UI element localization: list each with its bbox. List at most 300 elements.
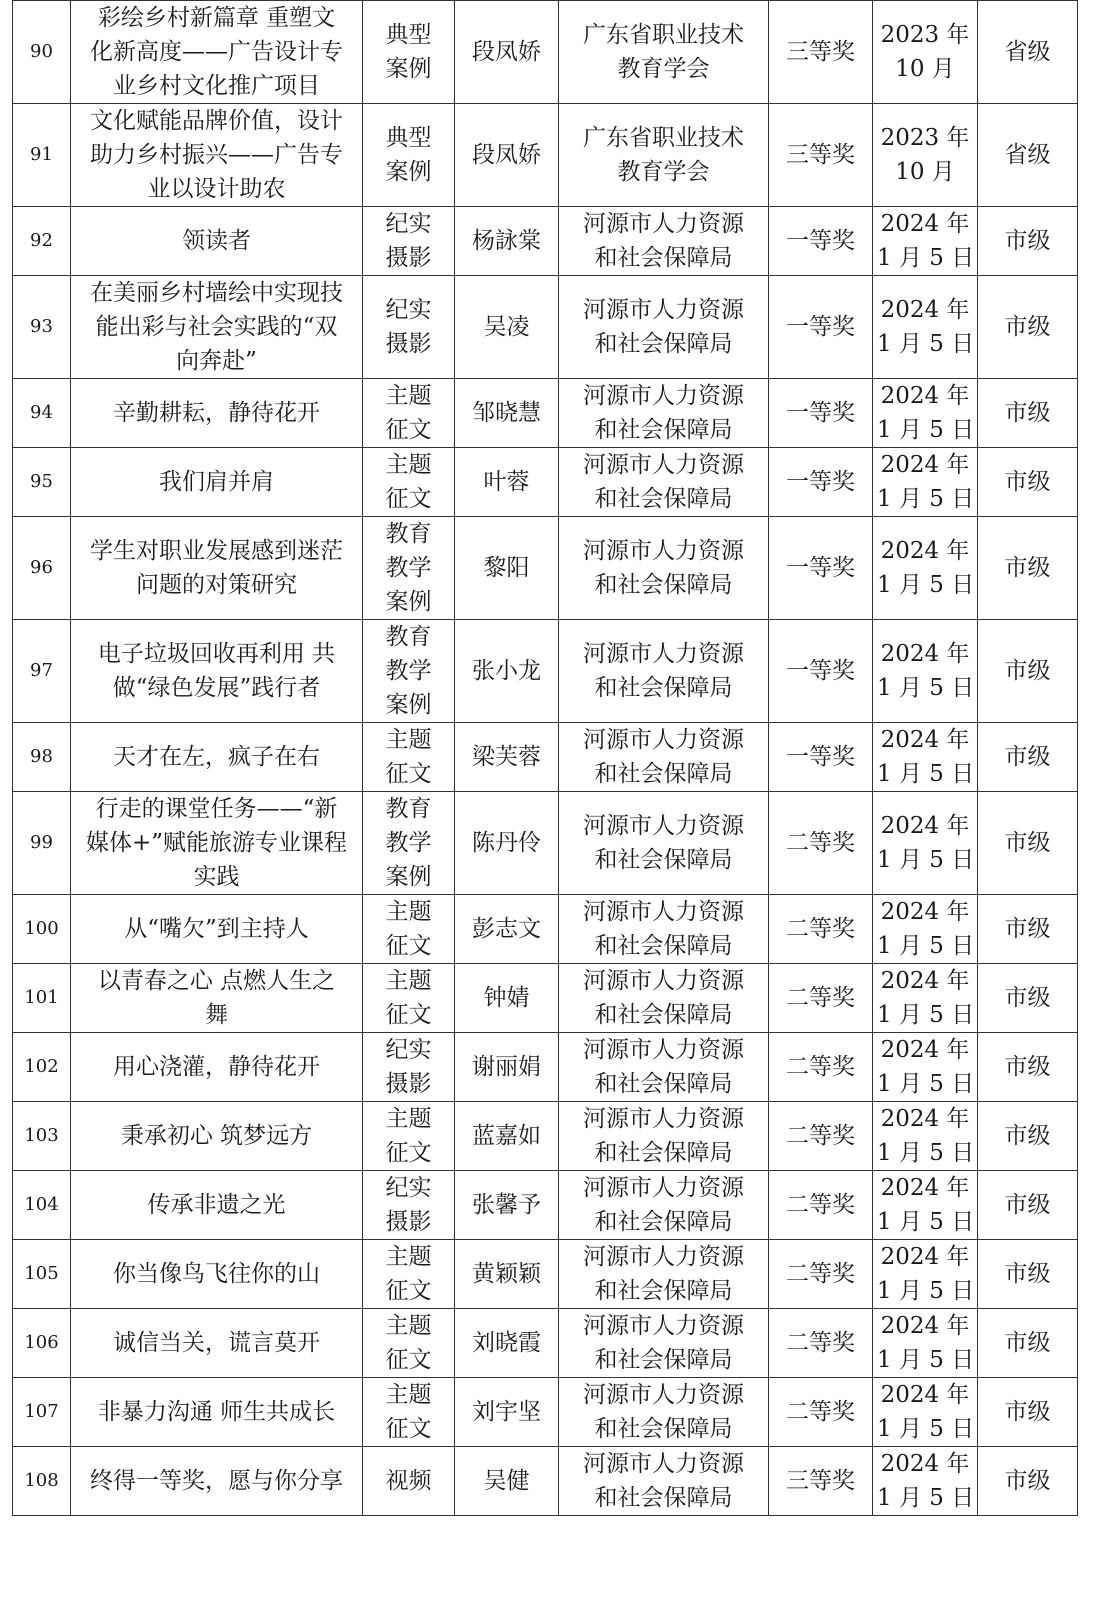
issuing-organization: 教育学会 — [617, 56, 710, 82]
project-title-cell — [71, 1171, 363, 1240]
category: 纪实 — [385, 211, 432, 237]
winner-name: 刘晓霞 — [472, 1330, 541, 1356]
category-cell — [363, 448, 455, 517]
project-title: 我们肩并肩 — [159, 469, 274, 495]
issuing-organization: 和社会保障局 — [594, 572, 733, 598]
issuing-organization: 河源市人力资源 — [583, 297, 744, 323]
award-date-cell — [873, 379, 978, 448]
award-level-cell — [769, 1309, 873, 1378]
winner-name-cell — [455, 964, 559, 1033]
winner-name: 叶蓉 — [483, 469, 530, 495]
issuing-organization: 和社会保障局 — [594, 245, 733, 271]
award-date: 10 月 — [895, 159, 955, 185]
category: 征文 — [385, 761, 432, 787]
award-level-cell — [769, 964, 873, 1033]
category-cell — [363, 1240, 455, 1309]
issuing-organization: 河源市人力资源 — [583, 211, 744, 237]
project-title-cell — [71, 1309, 363, 1378]
project-title-cell — [71, 1447, 363, 1516]
award-level: 二等奖 — [786, 1192, 855, 1218]
row-number: 106 — [24, 1332, 59, 1353]
project-title: 问题的对策研究 — [136, 572, 297, 598]
issuing-organization: 河源市人力资源 — [583, 1244, 744, 1270]
issuing-organization: 和社会保障局 — [594, 675, 733, 701]
table-row — [13, 620, 1078, 723]
scope-level: 市级 — [1004, 1054, 1051, 1080]
row-number-cell — [13, 104, 71, 207]
project-title-cell — [71, 895, 363, 964]
award-date: 2024 年 — [880, 297, 970, 323]
category: 征文 — [385, 933, 432, 959]
issuing-organization: 河源市人力资源 — [583, 538, 744, 564]
project-title: 非暴力沟通 师生共成长 — [97, 1399, 336, 1425]
category-cell — [363, 1447, 455, 1516]
issuing-organization: 河源市人力资源 — [583, 968, 744, 994]
category: 征文 — [385, 1278, 432, 1304]
row-number-cell — [13, 723, 71, 792]
award-level: 一等奖 — [786, 314, 855, 340]
issuing-organization-cell — [559, 1309, 769, 1378]
scope-level-cell — [978, 1309, 1078, 1378]
scope-level-cell — [978, 1102, 1078, 1171]
issuing-organization-cell — [559, 448, 769, 517]
category: 视频 — [385, 1468, 432, 1494]
award-level: 二等奖 — [786, 1330, 855, 1356]
category-cell — [363, 104, 455, 207]
category: 案例 — [385, 589, 432, 615]
award-level-cell — [769, 792, 873, 895]
issuing-organization: 和社会保障局 — [594, 1209, 733, 1235]
issuing-organization-cell — [559, 1033, 769, 1102]
issuing-organization: 广东省职业技术 — [583, 125, 744, 151]
table-row — [13, 1102, 1078, 1171]
winner-name-cell — [455, 620, 559, 723]
row-number-cell — [13, 1171, 71, 1240]
award-date: 1 月 5 日 — [877, 1278, 975, 1304]
award-date-cell — [873, 895, 978, 964]
winner-name-cell — [455, 379, 559, 448]
category-cell — [363, 1033, 455, 1102]
project-title: 向奔赴” — [176, 348, 257, 374]
category: 案例 — [385, 864, 432, 890]
award-date: 1 月 5 日 — [877, 1209, 975, 1235]
category-cell — [363, 1171, 455, 1240]
award-date: 2024 年 — [880, 968, 970, 994]
scope-level: 市级 — [1004, 744, 1051, 770]
winner-name-cell — [455, 1033, 559, 1102]
row-number: 105 — [24, 1263, 59, 1284]
row-number-cell — [13, 1447, 71, 1516]
project-title-cell — [71, 964, 363, 1033]
winner-name-cell — [455, 104, 559, 207]
award-date: 1 月 5 日 — [877, 486, 975, 512]
scope-level-cell — [978, 1033, 1078, 1102]
project-title-cell — [71, 104, 363, 207]
award-date: 2024 年 — [880, 727, 970, 753]
table-row — [13, 1309, 1078, 1378]
issuing-organization: 和社会保障局 — [594, 933, 733, 959]
issuing-organization: 河源市人力资源 — [583, 1382, 744, 1408]
award-date: 1 月 5 日 — [877, 1002, 975, 1028]
winner-name: 邹晓慧 — [472, 400, 541, 426]
row-number: 107 — [24, 1401, 59, 1422]
issuing-organization-cell — [559, 276, 769, 379]
scope-level-cell — [978, 723, 1078, 792]
winner-name: 黎阳 — [483, 555, 530, 581]
table-row — [13, 1171, 1078, 1240]
issuing-organization: 和社会保障局 — [594, 417, 733, 443]
winner-name-cell — [455, 1, 559, 104]
category: 纪实 — [385, 1037, 432, 1063]
award-level: 二等奖 — [786, 916, 855, 942]
category: 教学 — [385, 830, 432, 856]
project-title: 辛勤耕耘，静待花开 — [113, 400, 320, 426]
category: 主题 — [385, 452, 432, 478]
table-row — [13, 1033, 1078, 1102]
award-date-cell — [873, 104, 978, 207]
row-number-cell — [13, 448, 71, 517]
category: 征文 — [385, 1140, 432, 1166]
award-level-cell — [769, 620, 873, 723]
project-title-cell — [71, 1, 363, 104]
row-number: 99 — [30, 832, 53, 853]
award-level: 二等奖 — [786, 1399, 855, 1425]
scope-level-cell — [978, 620, 1078, 723]
table-row — [13, 379, 1078, 448]
table-row — [13, 448, 1078, 517]
scope-level-cell — [978, 517, 1078, 620]
scope-level: 市级 — [1004, 1468, 1051, 1494]
award-level-cell — [769, 1171, 873, 1240]
issuing-organization-cell — [559, 723, 769, 792]
project-title: 文化赋能品牌价值，设计 — [90, 108, 343, 134]
scope-level: 省级 — [1004, 39, 1051, 65]
issuing-organization-cell — [559, 517, 769, 620]
award-level: 一等奖 — [786, 658, 855, 684]
scope-level-cell — [978, 448, 1078, 517]
project-title: 学生对职业发展感到迷茫 — [90, 538, 343, 564]
table-row — [13, 1, 1078, 104]
award-date: 2024 年 — [880, 211, 970, 237]
category: 教育 — [385, 521, 432, 547]
issuing-organization-cell — [559, 104, 769, 207]
award-date: 2024 年 — [880, 1106, 970, 1132]
table-row — [13, 895, 1078, 964]
award-level-cell — [769, 1033, 873, 1102]
winner-name-cell — [455, 792, 559, 895]
scope-level-cell — [978, 1378, 1078, 1447]
row-number-cell — [13, 964, 71, 1033]
scope-level-cell — [978, 964, 1078, 1033]
award-level-cell — [769, 379, 873, 448]
winner-name: 陈丹伶 — [472, 830, 541, 856]
scope-level: 市级 — [1004, 555, 1051, 581]
project-title: 媒体+”赋能旅游专业课程 — [85, 830, 348, 856]
project-title: 秉承初心 筑梦远方 — [120, 1123, 313, 1149]
issuing-organization-cell — [559, 207, 769, 276]
row-number-cell — [13, 1240, 71, 1309]
award-level-cell — [769, 1240, 873, 1309]
award-level: 二等奖 — [786, 830, 855, 856]
project-title-cell — [71, 517, 363, 620]
issuing-organization-cell — [559, 964, 769, 1033]
winner-name: 段凤娇 — [472, 39, 541, 65]
scope-level: 省级 — [1004, 142, 1051, 168]
project-title: 彩绘乡村新篇章 重塑文 — [97, 5, 336, 31]
award-level-cell — [769, 1447, 873, 1516]
category: 教学 — [385, 658, 432, 684]
table-row — [13, 276, 1078, 379]
award-date: 2024 年 — [880, 899, 970, 925]
category: 教育 — [385, 624, 432, 650]
project-title: 终得一等奖，愿与你分享 — [90, 1468, 343, 1494]
category-cell — [363, 723, 455, 792]
category-cell — [363, 964, 455, 1033]
award-level: 一等奖 — [786, 744, 855, 770]
winner-name: 吴凌 — [483, 314, 530, 340]
row-number-cell — [13, 620, 71, 723]
category: 案例 — [385, 56, 432, 82]
award-date: 2024 年 — [880, 1313, 970, 1339]
project-title-cell — [71, 620, 363, 723]
row-number-cell — [13, 1, 71, 104]
award-date: 1 月 5 日 — [877, 1071, 975, 1097]
table-row — [13, 792, 1078, 895]
category-cell — [363, 895, 455, 964]
row-number-cell — [13, 895, 71, 964]
table-row — [13, 723, 1078, 792]
row-number-cell — [13, 207, 71, 276]
award-date: 2024 年 — [880, 641, 970, 667]
scope-level-cell — [978, 1, 1078, 104]
award-level-cell — [769, 448, 873, 517]
row-number: 96 — [30, 557, 53, 578]
row-number: 91 — [30, 144, 53, 165]
project-title: 诚信当关，谎言莫开 — [113, 1330, 320, 1356]
category: 主题 — [385, 1313, 432, 1339]
award-level-cell — [769, 276, 873, 379]
table-body — [13, 1, 1078, 1516]
row-number: 104 — [24, 1194, 59, 1215]
category: 教育 — [385, 796, 432, 822]
row-number: 98 — [30, 746, 53, 767]
issuing-organization: 河源市人力资源 — [583, 899, 744, 925]
winner-name-cell — [455, 723, 559, 792]
award-date-cell — [873, 1171, 978, 1240]
project-title: 天才在左，疯子在右 — [113, 744, 320, 770]
project-title: 实践 — [193, 864, 240, 890]
winner-name-cell — [455, 1102, 559, 1171]
project-title-cell — [71, 207, 363, 276]
category-cell — [363, 1102, 455, 1171]
issuing-organization: 和社会保障局 — [594, 1140, 733, 1166]
scope-level-cell — [978, 104, 1078, 207]
issuing-organization: 河源市人力资源 — [583, 1175, 744, 1201]
award-level: 三等奖 — [786, 1468, 855, 1494]
scope-level: 市级 — [1004, 469, 1051, 495]
project-title: 电子垃圾回收再利用 共 — [97, 641, 336, 667]
scope-level: 市级 — [1004, 1261, 1051, 1287]
scope-level-cell — [978, 207, 1078, 276]
row-number-cell — [13, 792, 71, 895]
project-title: 业乡村文化推广项目 — [113, 73, 320, 99]
table-row — [13, 1378, 1078, 1447]
winner-name: 刘宇坚 — [472, 1399, 541, 1425]
category-cell — [363, 620, 455, 723]
scope-level-cell — [978, 379, 1078, 448]
category: 摄影 — [385, 245, 432, 271]
award-date: 10 月 — [895, 56, 955, 82]
scope-level-cell — [978, 895, 1078, 964]
category: 征文 — [385, 1002, 432, 1028]
row-number: 93 — [30, 316, 53, 337]
category-cell — [363, 1309, 455, 1378]
award-date: 1 月 5 日 — [877, 572, 975, 598]
award-level: 一等奖 — [786, 555, 855, 581]
category: 主题 — [385, 383, 432, 409]
row-number-cell — [13, 1309, 71, 1378]
scope-level: 市级 — [1004, 1123, 1051, 1149]
category: 摄影 — [385, 331, 432, 357]
winner-name: 张馨予 — [472, 1192, 541, 1218]
table-row — [13, 207, 1078, 276]
scope-level: 市级 — [1004, 314, 1051, 340]
row-number-cell — [13, 1033, 71, 1102]
winner-name: 钟婧 — [483, 985, 530, 1011]
scope-level-cell — [978, 1447, 1078, 1516]
project-title: 传承非遗之光 — [147, 1192, 286, 1218]
award-date: 2024 年 — [880, 383, 970, 409]
award-date-cell — [873, 1102, 978, 1171]
award-level: 三等奖 — [786, 39, 855, 65]
award-date: 2023 年 — [880, 125, 970, 151]
award-date-cell — [873, 276, 978, 379]
award-date-cell — [873, 792, 978, 895]
issuing-organization: 河源市人力资源 — [583, 1037, 744, 1063]
scope-level-cell — [978, 1240, 1078, 1309]
winner-name: 段凤娇 — [472, 142, 541, 168]
category: 主题 — [385, 1106, 432, 1132]
project-title: 从“嘴欠”到主持人 — [124, 916, 309, 942]
scope-level-cell — [978, 792, 1078, 895]
award-level-cell — [769, 207, 873, 276]
award-level-cell — [769, 517, 873, 620]
row-number: 90 — [30, 41, 53, 62]
scope-level: 市级 — [1004, 830, 1051, 856]
award-date-cell — [873, 1309, 978, 1378]
row-number: 101 — [24, 987, 59, 1008]
award-level: 二等奖 — [786, 985, 855, 1011]
issuing-organization: 和社会保障局 — [594, 331, 733, 357]
category: 摄影 — [385, 1209, 432, 1235]
scope-level: 市级 — [1004, 400, 1051, 426]
category: 征文 — [385, 1347, 432, 1373]
issuing-organization-cell — [559, 895, 769, 964]
category: 纪实 — [385, 1175, 432, 1201]
issuing-organization-cell — [559, 1171, 769, 1240]
award-date: 2024 年 — [880, 538, 970, 564]
award-date: 2024 年 — [880, 813, 970, 839]
award-date-cell — [873, 1447, 978, 1516]
winner-name-cell — [455, 1240, 559, 1309]
category-cell — [363, 1378, 455, 1447]
winner-name-cell — [455, 207, 559, 276]
issuing-organization-cell — [559, 620, 769, 723]
project-title-cell — [71, 1033, 363, 1102]
scope-level-cell — [978, 276, 1078, 379]
award-date: 1 月 5 日 — [877, 933, 975, 959]
category: 案例 — [385, 159, 432, 185]
category: 征文 — [385, 486, 432, 512]
project-title: 能出彩与社会实践的“双 — [95, 314, 338, 340]
project-title: 行走的课堂任务——“新 — [95, 796, 338, 822]
award-date: 2023 年 — [880, 22, 970, 48]
category-cell — [363, 517, 455, 620]
issuing-organization: 河源市人力资源 — [583, 813, 744, 839]
project-title: 你当像鸟飞往你的山 — [113, 1261, 320, 1287]
row-number-cell — [13, 379, 71, 448]
award-date: 2024 年 — [880, 1037, 970, 1063]
winner-name-cell — [455, 1309, 559, 1378]
winner-name: 杨詠棠 — [472, 228, 541, 254]
row-number: 102 — [24, 1056, 59, 1077]
award-date: 2024 年 — [880, 1382, 970, 1408]
award-date-cell — [873, 1, 978, 104]
row-number: 94 — [30, 402, 53, 423]
award-level: 三等奖 — [786, 142, 855, 168]
category: 摄影 — [385, 1071, 432, 1097]
category: 主题 — [385, 968, 432, 994]
row-number-cell — [13, 517, 71, 620]
issuing-organization: 河源市人力资源 — [583, 1106, 744, 1132]
row-number: 97 — [30, 660, 53, 681]
awards-table — [12, 0, 1078, 1516]
issuing-organization-cell — [559, 792, 769, 895]
award-level: 一等奖 — [786, 228, 855, 254]
issuing-organization-cell — [559, 1378, 769, 1447]
issuing-organization-cell — [559, 1102, 769, 1171]
scope-level: 市级 — [1004, 916, 1051, 942]
category-cell — [363, 379, 455, 448]
table-row — [13, 1447, 1078, 1516]
award-date: 1 月 5 日 — [877, 675, 975, 701]
issuing-organization-cell — [559, 1447, 769, 1516]
winner-name: 黄颖颖 — [472, 1261, 541, 1287]
category: 主题 — [385, 899, 432, 925]
award-date-cell — [873, 964, 978, 1033]
award-date: 1 月 5 日 — [877, 847, 975, 873]
issuing-organization: 河源市人力资源 — [583, 1313, 744, 1339]
project-title: 舞 — [205, 1002, 228, 1028]
table-row — [13, 104, 1078, 207]
scope-level: 市级 — [1004, 1330, 1051, 1356]
winner-name: 吴健 — [483, 1468, 530, 1494]
issuing-organization: 和社会保障局 — [594, 761, 733, 787]
category: 教学 — [385, 555, 432, 581]
winner-name: 蓝嘉如 — [472, 1123, 541, 1149]
award-date-cell — [873, 207, 978, 276]
winner-name-cell — [455, 895, 559, 964]
category: 征文 — [385, 1416, 432, 1442]
award-date: 1 月 5 日 — [877, 1416, 975, 1442]
category: 典型 — [385, 22, 432, 48]
scope-level: 市级 — [1004, 1192, 1051, 1218]
project-title: 化新高度——广告设计专 — [90, 39, 343, 65]
issuing-organization: 教育学会 — [617, 159, 710, 185]
issuing-organization-cell — [559, 1240, 769, 1309]
row-number: 95 — [30, 471, 53, 492]
award-date: 1 月 5 日 — [877, 417, 975, 443]
